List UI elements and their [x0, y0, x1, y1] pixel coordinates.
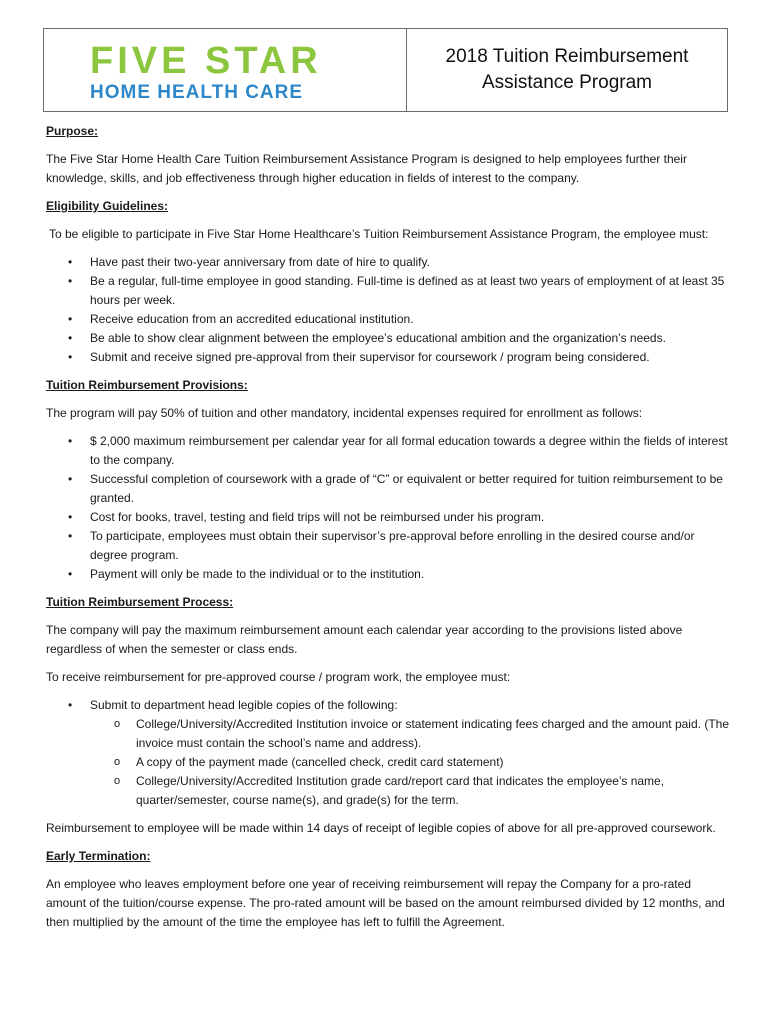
process-list — [46, 696, 730, 810]
company-logo — [44, 29, 407, 111]
process-item-text: Submit to department head legible copies of the following: — [90, 698, 398, 712]
process-paragraph-3: Reimbursement to employee will be made within 14 days of receipt of legible copies of above for all pre-approved coursework. — [46, 821, 716, 835]
eligibility-intro: To be eligible to participate in Five Star Home Healthcare’s Tuition Reimbursement Assistance Program, the employee must: — [49, 227, 709, 241]
provisions-heading: Tuition Reimbursement Provisions: — [46, 378, 248, 392]
eligibility-item: • Receive education from an accredited educational institution. — [90, 310, 730, 329]
provisions-item: • Successful completion of coursework with a grade of “C” or equivalent or better required for tuition reimbursement to be granted. — [90, 470, 730, 508]
eligibility-list — [46, 253, 730, 367]
process-sub-item: o A copy of the payment made (cancelled check, credit card statement) — [136, 753, 730, 772]
title-line-2: Assistance Program — [481, 72, 652, 93]
process-sub-item: o College/University/Accredited Institution invoice or statement indicating fees charged and the amount paid. (The invoice must contain the school’s name and address). — [136, 715, 730, 753]
process-paragraph-2: To receive reimbursement for pre-approved course / program work, the employee must: — [46, 670, 511, 684]
purpose-text: The Five Star Home Health Care Tuition Reimbursement Assistance Program is designed to help employees further their knowledge, skills, and job effectiveness through higher education in fields of interest to the company. — [46, 152, 687, 185]
termination-text: An employee who leaves employment before one year of receiving reimbursement will repay the Company for a pro-rated amount of the tuition/course expense. The pro-rated amount will be based on the amount reimbursed divided by 12 months, and then multiplied by the amount of the time the employee has left to fulfill the Agreement. — [46, 877, 725, 929]
termination-heading: Early Termination: — [46, 849, 151, 863]
title-line-1: 2018 Tuition Reimbursement — [445, 46, 689, 67]
provisions-item: • Cost for books, travel, testing and field trips will not be reimbursed under his program. — [90, 508, 730, 527]
provisions-item: • To participate, employees must obtain their supervisor’s pre-approval before enrolling in the desired course and/or degree program. — [90, 527, 730, 565]
header-box — [43, 28, 728, 112]
process-sub-list — [90, 715, 730, 810]
eligibility-item: • Be a regular, full-time employee in good standing. Full-time is defined as at least two years of employment of at least 35 hours per week. — [90, 272, 730, 310]
document-body — [46, 122, 730, 941]
provisions-item: • $ 2,000 maximum reimbursement per calendar year for all formal education towards a degree within the fields of interest to the company. — [90, 432, 730, 470]
eligibility-heading: Eligibility Guidelines: — [46, 199, 169, 213]
provisions-list — [46, 432, 730, 584]
eligibility-item: • Have past their two-year anniversary from date of hire to qualify. — [90, 253, 730, 272]
provisions-item: • Payment will only be made to the individual or to the institution. — [90, 565, 730, 584]
process-paragraph-1: The company will pay the maximum reimbursement amount each calendar year according to the provisions listed above regardless of when the semester or class ends. — [46, 623, 683, 656]
eligibility-item: • Submit and receive signed pre-approval from their supervisor for coursework / program being considered. — [90, 348, 730, 367]
provisions-intro: The program will pay 50% of tuition and other mandatory, incidental expenses required for enrollment as follows: — [46, 406, 643, 420]
document-title — [407, 29, 727, 111]
process-item — [90, 696, 730, 810]
eligibility-item: • Be able to show clear alignment between the employee’s educational ambition and the organization’s needs. — [90, 329, 730, 348]
process-sub-item: o College/University/Accredited Institution grade card/report card that indicates the employee’s name, quarter/semester, course name(s), and grade(s) for the term. — [136, 772, 730, 810]
logo-text-home-health-care: HOME HEALTH CARE — [90, 82, 304, 103]
purpose-heading: Purpose: — [46, 124, 99, 138]
process-heading: Tuition Reimbursement Process: — [46, 595, 234, 609]
logo-text-five-star: FIVE STAR — [90, 40, 322, 82]
